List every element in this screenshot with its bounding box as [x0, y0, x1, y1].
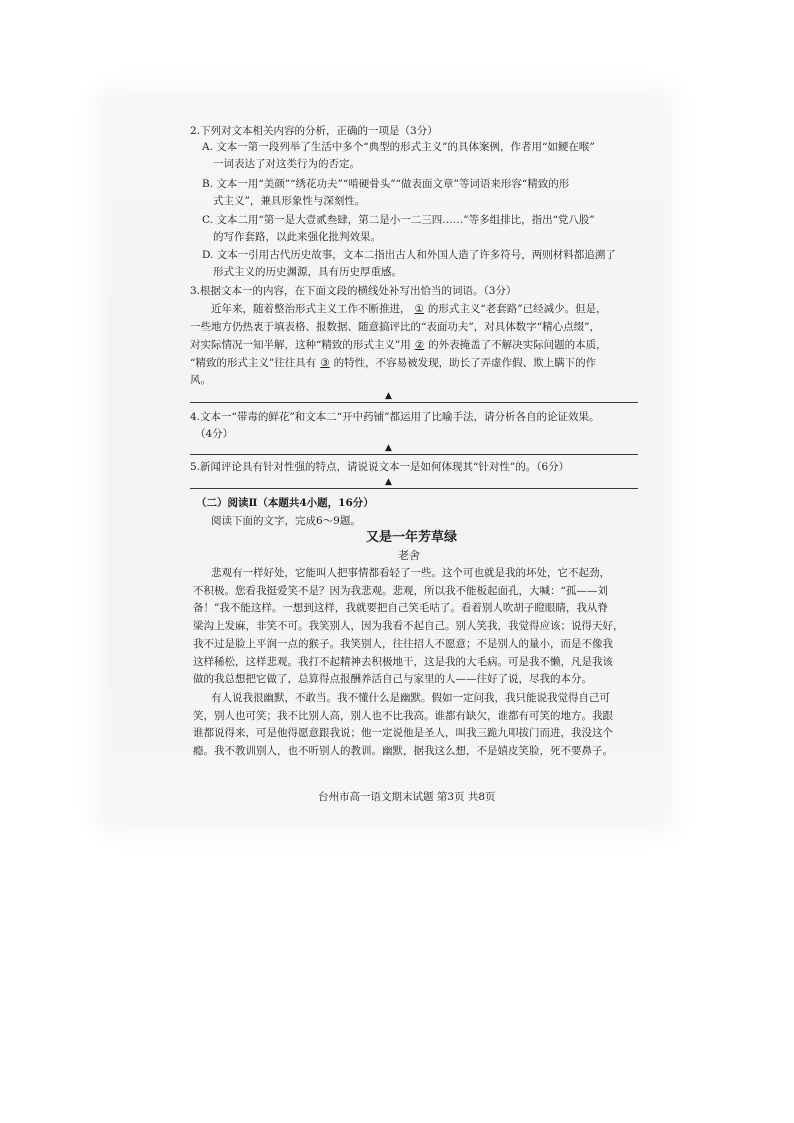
answer-mark: ▲	[385, 443, 392, 453]
q5-stem: 5.新闻评论具有针对性强的特点，请说说文本一是如何体现其“针对性”的。（6分）	[190, 461, 570, 473]
q3-passage-line1	[211, 302, 607, 316]
para2-line: 有人说我很幽默，不敢当。我不懂什么是幽默。假如一定问我，我只能说我觉得自己可	[211, 692, 610, 704]
q3-text: “精致的形式主义”往往具有	[190, 357, 317, 369]
q2-option-a-line1: A. 文本一第一段列举了生活中多个“典型的形式主义”的具体案例，作者用“如鲠在喉”	[202, 141, 595, 153]
q3-text: 近年来，随着整治形式主义工作不断推进，	[211, 303, 411, 315]
q2-option-a-line2: 一词表达了对这类行为的否定。	[213, 158, 360, 170]
q3-passage-line5: 风。	[190, 374, 211, 386]
para2-line: 谁都说得来，可是他得愿意跟我说；他一定说他是圣人，叫我三跪九叩拔门而进，我没这个	[193, 727, 613, 739]
answer-mark: ▲	[385, 477, 392, 487]
q2-option-d-line2: 形式主义的历史渊源，具有历史厚重感。	[213, 266, 402, 278]
blank-1: ①	[414, 303, 424, 315]
para1-line: 做的我总想把它做了，总算得点报酬养活自己与家里的人——往好了说，尽我的本分。	[193, 673, 592, 685]
q3-passage-line2: 一些地方仍热衷于填表格、报数据、随意搞评比的“表面功夫”，对具体数字“精心点缀”，	[190, 321, 600, 333]
blank-3: ③	[320, 357, 330, 369]
q2-option-d-line1: D. 文本一引用古代历史故事，文本二指出古人和外国人造了许多符号，两则材料都追溯了	[202, 249, 616, 261]
q4-stem-line2: （4分）	[195, 428, 234, 440]
para2-line: 笑，别人也可笑；我不比别人高，别人也不比我高。谁都有缺欠，谁都有可笑的地方。我跟	[193, 710, 613, 722]
q3-text: 的特性，不容易被发现，助长了弄虚作假、欺上瞒下的作	[333, 357, 597, 369]
para1-line: 不积极。您看我挺爱笑不是？因为我悲观。悲观，所以我不能板起面孔，大喊：“孤——刘	[193, 585, 608, 597]
section-instruction: 阅读下面的文字，完成6～9题。	[211, 515, 361, 527]
blank-2: ②	[414, 339, 425, 351]
q4-stem-line1: 4.文本一“带毒的鲜花”和文本二“开中药铺”都运用了比喻手法，请分析各自的论证效果。	[190, 411, 600, 423]
answer-line	[190, 454, 638, 455]
answer-mark: ▲	[385, 391, 392, 401]
q3-passage-line4	[190, 356, 596, 370]
article-author: 老舍	[398, 549, 420, 562]
q3-passage-line3	[190, 338, 607, 352]
q2-option-c-line2: 的写作套路，以此来强化批判效果。	[213, 231, 381, 243]
q3-text: 的形式主义“老套路”已经减少。但是，	[427, 303, 607, 315]
para1-line: 我不过是脸上平润一点的猴子。我笑别人，往往招人不愿意；不是别人的量小，而是不像我	[193, 638, 613, 650]
answer-line	[190, 402, 638, 403]
q2-option-b-line1: B. 文本一用“美颜”“绣花功夫”“啃硬骨头”“做表面文章”等词语来形容“精致的形	[202, 178, 570, 190]
q3-text: 的外表掩盖了不解决实际问题的本质，	[428, 339, 607, 351]
q3-text: 对实际情况一知半解，这种“精致的形式主义”用	[190, 339, 411, 351]
para1-line: 悲观有一样好处，它能叫人把事情都看轻了一些。这个可也就是我的坏处，它不起劲，	[211, 567, 610, 579]
q2-option-c-line1: C. 文本二用“第一是大壹贰叁肆，第二是小一二三四……”等多组排比，指出“党八股”	[202, 214, 595, 226]
q3-stem: 3.根据文本一的内容，在下面文段的横线处补写出恰当的词语。（3分）	[190, 285, 517, 297]
q2-option-b-line2: 式主义”，兼具形象性与深刻性。	[213, 195, 366, 207]
para1-line: 这样稀松，这样悲观。我打不起精神去积极地干，这是我的大毛病。可是我不懒，凡是我该	[193, 656, 613, 668]
article-title: 又是一年芳草绿	[366, 530, 458, 545]
para1-line: 备！”我不能这样。一想到这样，我就要把自己笑毛咕了。看着别人吹胡子瞪眼睛，我从脊	[193, 602, 608, 614]
q2-stem: 2.下列对文本相关内容的分析，正确的一项是（3分）	[190, 125, 438, 137]
answer-line	[190, 488, 638, 489]
para2-line: 瘾。我不教训别人，也不听别人的教训。幽默，据我这么想，不是嬉皮笑脸，死不要鼻子。	[193, 745, 613, 757]
para1-line: 梁沟上发麻，非笑不可。我笑别人，因为我看不起自己。别人笑我，我觉得应该；说得天好，	[193, 620, 624, 632]
page-footer: 台州市高一语文期末试题 第3页 共8页	[318, 791, 496, 803]
section-heading: （二）阅读Ⅱ（本题共4小题，16分）	[196, 497, 374, 509]
